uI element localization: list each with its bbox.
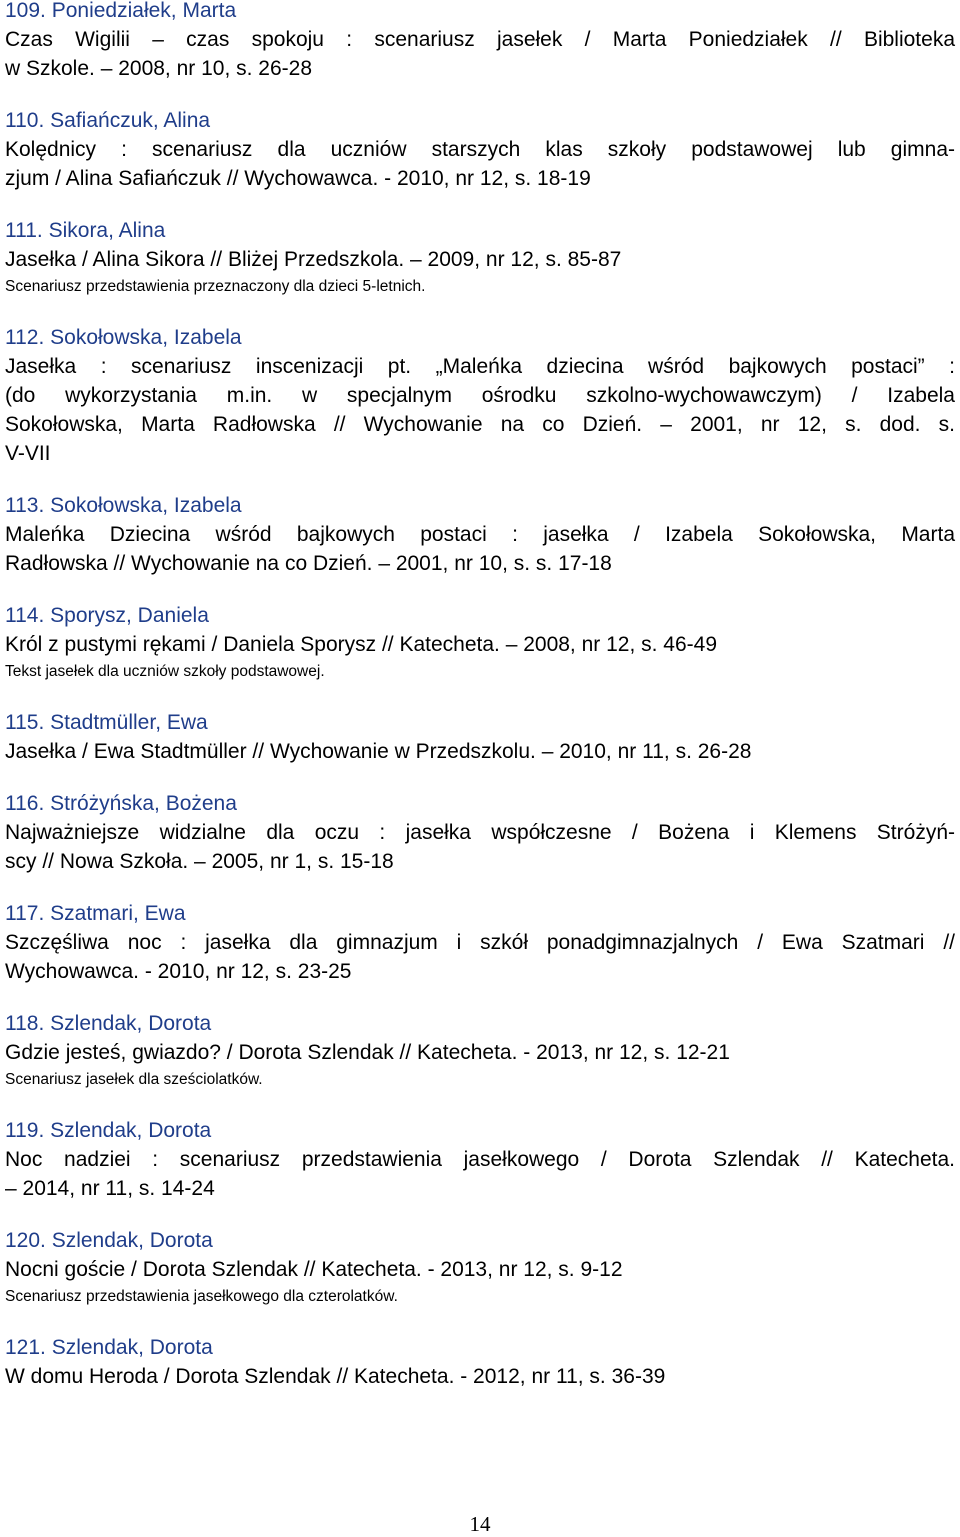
entry-112 — [5, 323, 955, 468]
entry-117 — [5, 899, 955, 986]
entry-text-line: zjum / Alina Safiańczuk // Wychowawca. - 2010, nr 12, s. 18-19 — [5, 167, 591, 190]
entry-120 — [5, 1226, 955, 1310]
entry-111 — [5, 216, 955, 300]
entry-121 — [5, 1333, 955, 1391]
entry-114 — [5, 601, 955, 685]
entry-text-line: Maleńka Dziecina wśród bajkowych postaci : jasełka / Izabela Sokołowska, Marta — [5, 523, 955, 546]
entry-text-line: Najważniejsze widzialne dla oczu : jasełka współczesne / Bożena i Klemens Stróżyń- — [5, 821, 955, 844]
entry-text-line: Sokołowska, Marta Radłowska // Wychowanie na co Dzień. – 2001, nr 12, s. dod. s. — [5, 413, 955, 436]
entry-text-line: w Szkole. – 2008, nr 10, s. 26-28 — [5, 57, 313, 80]
entry-text-line: Wychowawca. - 2010, nr 12, s. 23-25 — [5, 960, 352, 983]
entry-text-line: Nocni goście / Dorota Szlendak // Katecheta. - 2013, nr 12, s. 9-12 — [5, 1258, 623, 1281]
entry-note: Scenariusz przedstawienia jasełkowego dla czterolatków. — [5, 1288, 398, 1305]
entry-109 — [5, 0, 955, 83]
entry-heading: 121. Szlendak, Dorota — [5, 1336, 213, 1359]
entry-text-line: Szczęśliwa noc : jasełka dla gimnazjum i szkół ponadgimnazjalnych / Ewa Szatmari // — [5, 931, 955, 954]
entry-heading: 110. Safiańczuk, Alina — [5, 109, 211, 132]
entry-text-line: Jasełka : scenariusz inscenizacji pt. „Maleńka dziecina wśród bajkowych postaci” : — [5, 355, 955, 378]
entry-heading: 118. Szlendak, Dorota — [5, 1012, 212, 1035]
entry-119 — [5, 1116, 955, 1203]
entry-heading: 113. Sokołowska, Izabela — [5, 494, 242, 517]
entry-118 — [5, 1009, 955, 1093]
entry-115 — [5, 708, 955, 766]
entry-text-line: Kolędnicy : scenariusz dla uczniów starszych klas szkoły podstawowej lub gimna- — [5, 138, 955, 161]
entry-text-line: Jasełka / Alina Sikora // Bliżej Przedszkola. – 2009, nr 12, s. 85-87 — [5, 248, 622, 271]
entry-heading: 117. Szatmari, Ewa — [5, 902, 186, 925]
entry-text-line: Czas Wigilii – czas spokoju : scenariusz jasełek / Marta Poniedziałek // Biblioteka — [5, 28, 955, 51]
entry-note: Scenariusz przedstawienia przeznaczony dla dzieci 5-letnich. — [5, 278, 426, 295]
bibliography-page — [5, 0, 955, 1414]
entry-heading: 111. Sikora, Alina — [5, 219, 166, 242]
entry-heading: 112. Sokołowska, Izabela — [5, 326, 242, 349]
entry-text-line: Gdzie jesteś, gwiazdo? / Dorota Szlendak // Katecheta. - 2013, nr 12, s. 12-21 — [5, 1041, 730, 1064]
entry-116 — [5, 789, 955, 876]
entry-text-line: Radłowska // Wychowanie na co Dzień. – 2001, nr 10, s. s. 17-18 — [5, 552, 612, 575]
entry-note: Tekst jasełek dla uczniów szkoły podstawowej. — [5, 663, 325, 680]
page-number: 14 — [469, 1512, 491, 1536]
entry-text-line: Król z pustymi rękami / Daniela Sporysz // Katecheta. – 2008, nr 12, s. 46-49 — [5, 633, 718, 656]
entry-text-line: Noc nadziei : scenariusz przedstawienia jasełkowego / Dorota Szlendak // Katecheta. — [5, 1148, 955, 1171]
entry-113 — [5, 491, 955, 578]
entry-heading: 120. Szlendak, Dorota — [5, 1229, 213, 1252]
entry-text-line: W domu Heroda / Dorota Szlendak // Katecheta. - 2012, nr 11, s. 36-39 — [5, 1365, 666, 1388]
entry-text-line: Jasełka / Ewa Stadtmüller // Wychowanie w Przedszkolu. – 2010, nr 11, s. 26-28 — [5, 740, 752, 763]
entry-110 — [5, 106, 955, 193]
entry-heading: 114. Sporysz, Daniela — [5, 604, 209, 627]
entry-heading: 116. Stróżyńska, Bożena — [5, 792, 237, 815]
entry-heading: 119. Szlendak, Dorota — [5, 1119, 212, 1142]
entry-text-line: – 2014, nr 11, s. 14-24 — [5, 1177, 215, 1200]
entry-heading: 115. Stadtmüller, Ewa — [5, 711, 208, 734]
entry-text-line: scy // Nowa Szkoła. – 2005, nr 1, s. 15-18 — [5, 850, 394, 873]
entry-text-line: V-VII — [5, 442, 51, 465]
entry-heading: 109. Poniedziałek, Marta — [5, 0, 237, 22]
entry-text-line: (do wykorzystania m.in. w specjalnym ośrodku szkolno-wychowawczym) / Izabela — [5, 384, 955, 407]
entry-note: Scenariusz jasełek dla sześciolatków. — [5, 1071, 263, 1088]
